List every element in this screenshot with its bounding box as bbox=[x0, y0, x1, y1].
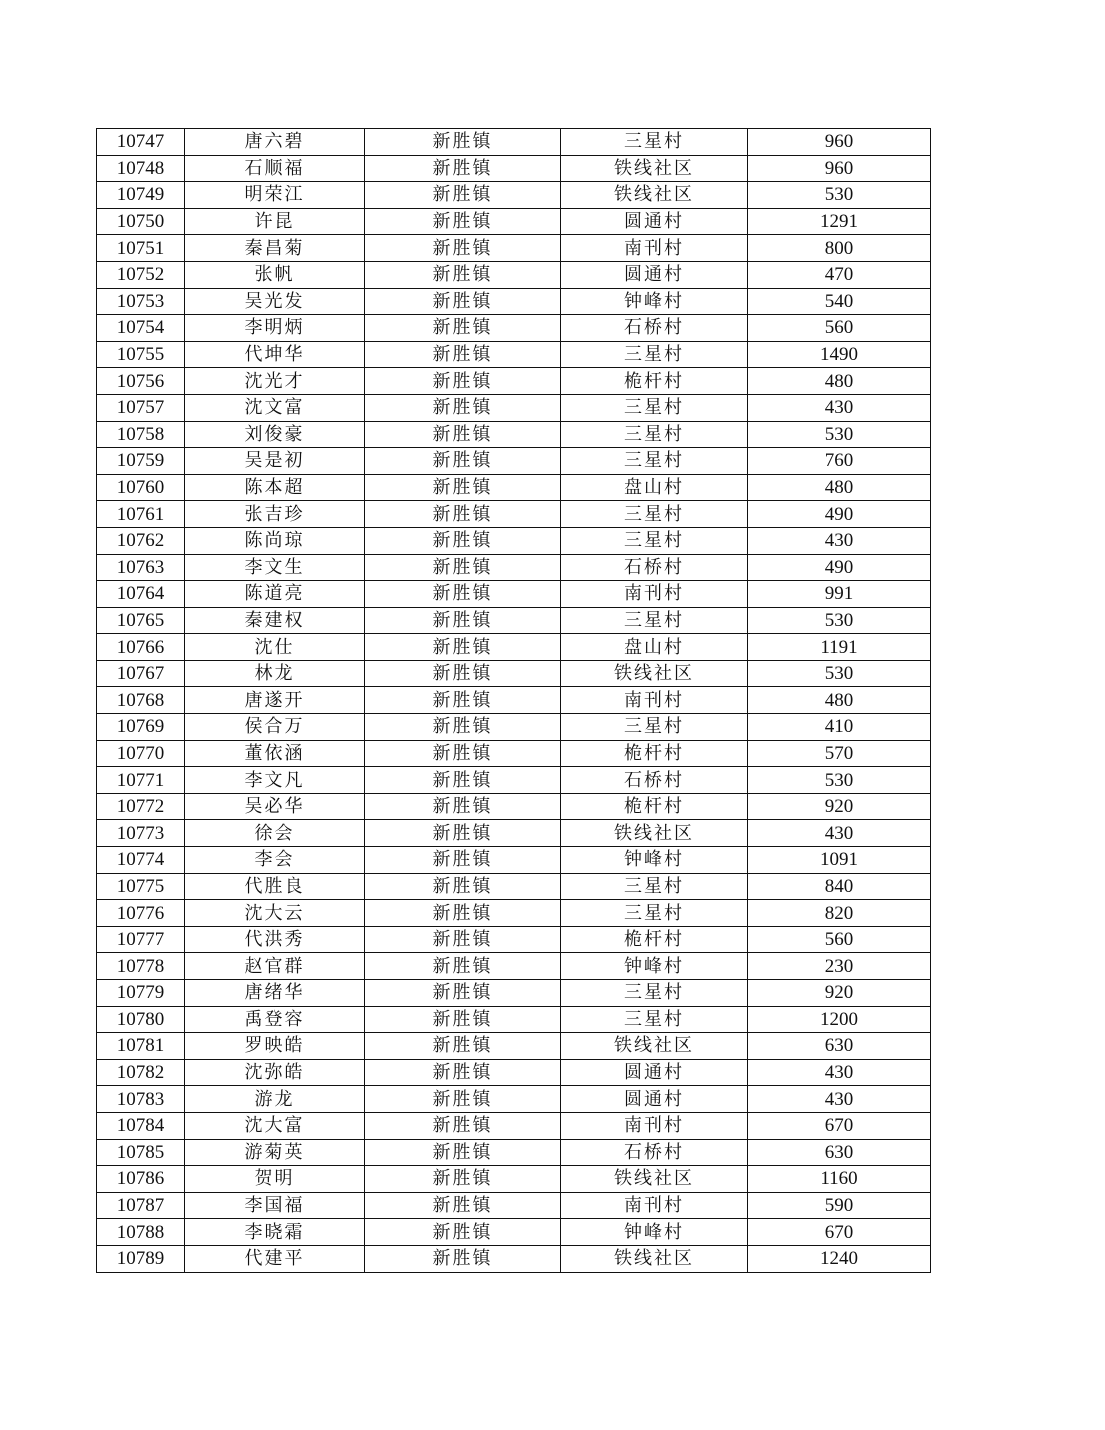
cell-id: 10780 bbox=[97, 1006, 185, 1033]
cell-town: 新胜镇 bbox=[365, 714, 561, 741]
cell-name: 侯合万 bbox=[185, 714, 365, 741]
cell-amount: 560 bbox=[748, 926, 931, 953]
table-row bbox=[97, 714, 931, 741]
cell-town: 新胜镇 bbox=[365, 793, 561, 820]
cell-village: 三星村 bbox=[561, 421, 748, 448]
table-row bbox=[97, 793, 931, 820]
cell-village: 南刊村 bbox=[561, 687, 748, 714]
table-row bbox=[97, 634, 931, 661]
cell-amount: 410 bbox=[748, 714, 931, 741]
cell-village: 铁线社区 bbox=[561, 1033, 748, 1060]
cell-village: 铁线社区 bbox=[561, 820, 748, 847]
cell-village: 圆通村 bbox=[561, 208, 748, 235]
cell-name: 林龙 bbox=[185, 660, 365, 687]
cell-name: 罗映皓 bbox=[185, 1033, 365, 1060]
cell-village: 桅杆村 bbox=[561, 793, 748, 820]
cell-name: 代坤华 bbox=[185, 341, 365, 368]
cell-id: 10788 bbox=[97, 1219, 185, 1246]
cell-name: 张帆 bbox=[185, 261, 365, 288]
cell-village: 三星村 bbox=[561, 607, 748, 634]
table-row bbox=[97, 873, 931, 900]
cell-id: 10778 bbox=[97, 953, 185, 980]
cell-village: 铁线社区 bbox=[561, 660, 748, 687]
table-row bbox=[97, 1059, 931, 1086]
cell-village: 铁线社区 bbox=[561, 1166, 748, 1193]
cell-village: 三星村 bbox=[561, 714, 748, 741]
table-row bbox=[97, 394, 931, 421]
cell-amount: 1291 bbox=[748, 208, 931, 235]
table-row bbox=[97, 687, 931, 714]
cell-amount: 430 bbox=[748, 394, 931, 421]
table-row bbox=[97, 1192, 931, 1219]
table-row bbox=[97, 980, 931, 1007]
cell-name: 吴是初 bbox=[185, 448, 365, 475]
cell-amount: 670 bbox=[748, 1219, 931, 1246]
cell-id: 10782 bbox=[97, 1059, 185, 1086]
cell-name: 张吉珍 bbox=[185, 501, 365, 528]
table-row bbox=[97, 1112, 931, 1139]
cell-village: 桅杆村 bbox=[561, 368, 748, 395]
cell-town: 新胜镇 bbox=[365, 554, 561, 581]
cell-town: 新胜镇 bbox=[365, 873, 561, 900]
cell-name: 徐会 bbox=[185, 820, 365, 847]
table-row bbox=[97, 581, 931, 608]
cell-town: 新胜镇 bbox=[365, 926, 561, 953]
cell-id: 10768 bbox=[97, 687, 185, 714]
cell-town: 新胜镇 bbox=[365, 1192, 561, 1219]
cell-id: 10776 bbox=[97, 900, 185, 927]
cell-town: 新胜镇 bbox=[365, 607, 561, 634]
cell-name: 石顺福 bbox=[185, 155, 365, 182]
table-row bbox=[97, 527, 931, 554]
cell-amount: 1200 bbox=[748, 1006, 931, 1033]
table-row bbox=[97, 182, 931, 209]
cell-village: 三星村 bbox=[561, 394, 748, 421]
cell-amount: 480 bbox=[748, 687, 931, 714]
cell-town: 新胜镇 bbox=[365, 394, 561, 421]
cell-amount: 530 bbox=[748, 421, 931, 448]
cell-name: 沈仕 bbox=[185, 634, 365, 661]
table-row bbox=[97, 448, 931, 475]
cell-id: 10767 bbox=[97, 660, 185, 687]
cell-name: 许昆 bbox=[185, 208, 365, 235]
cell-name: 刘俊豪 bbox=[185, 421, 365, 448]
cell-id: 10754 bbox=[97, 315, 185, 342]
cell-id: 10789 bbox=[97, 1245, 185, 1272]
cell-id: 10749 bbox=[97, 182, 185, 209]
table-row bbox=[97, 740, 931, 767]
cell-id: 10787 bbox=[97, 1192, 185, 1219]
cell-amount: 670 bbox=[748, 1112, 931, 1139]
cell-amount: 570 bbox=[748, 740, 931, 767]
cell-village: 三星村 bbox=[561, 1006, 748, 1033]
cell-town: 新胜镇 bbox=[365, 474, 561, 501]
cell-town: 新胜镇 bbox=[365, 1166, 561, 1193]
cell-village: 三星村 bbox=[561, 129, 748, 156]
cell-id: 10759 bbox=[97, 448, 185, 475]
table-row bbox=[97, 501, 931, 528]
table-row bbox=[97, 607, 931, 634]
cell-village: 盘山村 bbox=[561, 634, 748, 661]
table-row bbox=[97, 235, 931, 262]
cell-town: 新胜镇 bbox=[365, 660, 561, 687]
cell-village: 钟峰村 bbox=[561, 953, 748, 980]
cell-id: 10775 bbox=[97, 873, 185, 900]
cell-id: 10761 bbox=[97, 501, 185, 528]
cell-id: 10756 bbox=[97, 368, 185, 395]
cell-town: 新胜镇 bbox=[365, 1033, 561, 1060]
cell-name: 沈大云 bbox=[185, 900, 365, 927]
cell-village: 钟峰村 bbox=[561, 288, 748, 315]
cell-amount: 480 bbox=[748, 368, 931, 395]
table-row bbox=[97, 155, 931, 182]
cell-id: 10748 bbox=[97, 155, 185, 182]
cell-id: 10773 bbox=[97, 820, 185, 847]
cell-town: 新胜镇 bbox=[365, 1219, 561, 1246]
cell-name: 沈弥皓 bbox=[185, 1059, 365, 1086]
cell-amount: 1191 bbox=[748, 634, 931, 661]
cell-id: 10751 bbox=[97, 235, 185, 262]
cell-town: 新胜镇 bbox=[365, 155, 561, 182]
cell-amount: 430 bbox=[748, 820, 931, 847]
cell-town: 新胜镇 bbox=[365, 847, 561, 874]
cell-name: 吴光发 bbox=[185, 288, 365, 315]
cell-town: 新胜镇 bbox=[365, 261, 561, 288]
cell-id: 10766 bbox=[97, 634, 185, 661]
cell-name: 秦昌菊 bbox=[185, 235, 365, 262]
cell-amount: 530 bbox=[748, 182, 931, 209]
cell-id: 10755 bbox=[97, 341, 185, 368]
cell-name: 沈大富 bbox=[185, 1112, 365, 1139]
table-row bbox=[97, 767, 931, 794]
cell-amount: 1490 bbox=[748, 341, 931, 368]
cell-name: 吴必华 bbox=[185, 793, 365, 820]
cell-village: 钟峰村 bbox=[561, 847, 748, 874]
cell-town: 新胜镇 bbox=[365, 235, 561, 262]
cell-amount: 630 bbox=[748, 1033, 931, 1060]
cell-name: 游龙 bbox=[185, 1086, 365, 1113]
cell-id: 10781 bbox=[97, 1033, 185, 1060]
cell-amount: 480 bbox=[748, 474, 931, 501]
cell-amount: 920 bbox=[748, 980, 931, 1007]
cell-amount: 760 bbox=[748, 448, 931, 475]
cell-name: 陈尚琼 bbox=[185, 527, 365, 554]
cell-village: 铁线社区 bbox=[561, 155, 748, 182]
cell-town: 新胜镇 bbox=[365, 368, 561, 395]
cell-amount: 800 bbox=[748, 235, 931, 262]
cell-id: 10771 bbox=[97, 767, 185, 794]
cell-amount: 430 bbox=[748, 1086, 931, 1113]
table-row bbox=[97, 1086, 931, 1113]
cell-name: 陈道亮 bbox=[185, 581, 365, 608]
cell-name: 李文生 bbox=[185, 554, 365, 581]
cell-town: 新胜镇 bbox=[365, 820, 561, 847]
cell-id: 10772 bbox=[97, 793, 185, 820]
cell-town: 新胜镇 bbox=[365, 953, 561, 980]
roster-table bbox=[96, 128, 931, 1273]
cell-id: 10786 bbox=[97, 1166, 185, 1193]
cell-town: 新胜镇 bbox=[365, 740, 561, 767]
cell-id: 10758 bbox=[97, 421, 185, 448]
cell-amount: 560 bbox=[748, 315, 931, 342]
cell-id: 10764 bbox=[97, 581, 185, 608]
cell-id: 10762 bbox=[97, 527, 185, 554]
cell-town: 新胜镇 bbox=[365, 1139, 561, 1166]
cell-id: 10750 bbox=[97, 208, 185, 235]
cell-amount: 630 bbox=[748, 1139, 931, 1166]
cell-name: 李明炳 bbox=[185, 315, 365, 342]
cell-name: 唐绪华 bbox=[185, 980, 365, 1007]
cell-id: 10763 bbox=[97, 554, 185, 581]
cell-village: 三星村 bbox=[561, 873, 748, 900]
cell-amount: 530 bbox=[748, 607, 931, 634]
cell-village: 圆通村 bbox=[561, 1059, 748, 1086]
table-row bbox=[97, 953, 931, 980]
cell-village: 三星村 bbox=[561, 341, 748, 368]
table-row bbox=[97, 1033, 931, 1060]
cell-name: 沈光才 bbox=[185, 368, 365, 395]
cell-name: 唐遂开 bbox=[185, 687, 365, 714]
cell-town: 新胜镇 bbox=[365, 1086, 561, 1113]
cell-town: 新胜镇 bbox=[365, 980, 561, 1007]
cell-id: 10770 bbox=[97, 740, 185, 767]
cell-amount: 960 bbox=[748, 155, 931, 182]
cell-village: 南刊村 bbox=[561, 235, 748, 262]
cell-amount: 1240 bbox=[748, 1245, 931, 1272]
table-row bbox=[97, 421, 931, 448]
cell-id: 10785 bbox=[97, 1139, 185, 1166]
cell-town: 新胜镇 bbox=[365, 1245, 561, 1272]
cell-amount: 1091 bbox=[748, 847, 931, 874]
cell-amount: 920 bbox=[748, 793, 931, 820]
cell-id: 10760 bbox=[97, 474, 185, 501]
cell-name: 唐六碧 bbox=[185, 129, 365, 156]
cell-name: 代建平 bbox=[185, 1245, 365, 1272]
roster-table-body bbox=[97, 129, 931, 1273]
cell-village: 钟峰村 bbox=[561, 1219, 748, 1246]
cell-id: 10784 bbox=[97, 1112, 185, 1139]
cell-village: 铁线社区 bbox=[561, 1245, 748, 1272]
cell-town: 新胜镇 bbox=[365, 288, 561, 315]
cell-amount: 540 bbox=[748, 288, 931, 315]
cell-name: 游菊英 bbox=[185, 1139, 365, 1166]
cell-village: 南刊村 bbox=[561, 581, 748, 608]
cell-village: 石桥村 bbox=[561, 1139, 748, 1166]
cell-id: 10777 bbox=[97, 926, 185, 953]
cell-id: 10757 bbox=[97, 394, 185, 421]
table-row bbox=[97, 368, 931, 395]
table-row bbox=[97, 315, 931, 342]
cell-town: 新胜镇 bbox=[365, 1059, 561, 1086]
cell-village: 盘山村 bbox=[561, 474, 748, 501]
cell-id: 10752 bbox=[97, 261, 185, 288]
cell-town: 新胜镇 bbox=[365, 315, 561, 342]
cell-town: 新胜镇 bbox=[365, 900, 561, 927]
table-row bbox=[97, 1219, 931, 1246]
table-row bbox=[97, 1006, 931, 1033]
cell-town: 新胜镇 bbox=[365, 581, 561, 608]
cell-town: 新胜镇 bbox=[365, 129, 561, 156]
cell-name: 董依涵 bbox=[185, 740, 365, 767]
table-row bbox=[97, 1245, 931, 1272]
cell-town: 新胜镇 bbox=[365, 1112, 561, 1139]
cell-town: 新胜镇 bbox=[365, 448, 561, 475]
cell-village: 三星村 bbox=[561, 527, 748, 554]
cell-amount: 1160 bbox=[748, 1166, 931, 1193]
cell-village: 三星村 bbox=[561, 501, 748, 528]
cell-village: 石桥村 bbox=[561, 554, 748, 581]
table-row bbox=[97, 341, 931, 368]
cell-town: 新胜镇 bbox=[365, 501, 561, 528]
table-row bbox=[97, 1166, 931, 1193]
cell-name: 代洪秀 bbox=[185, 926, 365, 953]
cell-village: 三星村 bbox=[561, 448, 748, 475]
cell-village: 石桥村 bbox=[561, 315, 748, 342]
table-row bbox=[97, 660, 931, 687]
cell-id: 10753 bbox=[97, 288, 185, 315]
cell-village: 圆通村 bbox=[561, 261, 748, 288]
cell-amount: 230 bbox=[748, 953, 931, 980]
cell-town: 新胜镇 bbox=[365, 341, 561, 368]
cell-village: 南刊村 bbox=[561, 1192, 748, 1219]
cell-name: 李会 bbox=[185, 847, 365, 874]
cell-town: 新胜镇 bbox=[365, 182, 561, 209]
cell-village: 三星村 bbox=[561, 900, 748, 927]
cell-village: 南刊村 bbox=[561, 1112, 748, 1139]
cell-id: 10783 bbox=[97, 1086, 185, 1113]
table-row bbox=[97, 1139, 931, 1166]
cell-village: 桅杆村 bbox=[561, 926, 748, 953]
table-row bbox=[97, 820, 931, 847]
cell-name: 代胜良 bbox=[185, 873, 365, 900]
cell-town: 新胜镇 bbox=[365, 208, 561, 235]
cell-amount: 590 bbox=[748, 1192, 931, 1219]
cell-amount: 430 bbox=[748, 1059, 931, 1086]
cell-name: 秦建权 bbox=[185, 607, 365, 634]
cell-town: 新胜镇 bbox=[365, 767, 561, 794]
cell-id: 10765 bbox=[97, 607, 185, 634]
cell-village: 石桥村 bbox=[561, 767, 748, 794]
cell-town: 新胜镇 bbox=[365, 527, 561, 554]
cell-amount: 960 bbox=[748, 129, 931, 156]
cell-village: 铁线社区 bbox=[561, 182, 748, 209]
cell-amount: 991 bbox=[748, 581, 931, 608]
cell-town: 新胜镇 bbox=[365, 687, 561, 714]
cell-amount: 470 bbox=[748, 261, 931, 288]
cell-id: 10779 bbox=[97, 980, 185, 1007]
cell-name: 沈文富 bbox=[185, 394, 365, 421]
cell-village: 桅杆村 bbox=[561, 740, 748, 767]
cell-amount: 820 bbox=[748, 900, 931, 927]
table-row bbox=[97, 208, 931, 235]
table-row bbox=[97, 926, 931, 953]
cell-name: 李晓霜 bbox=[185, 1219, 365, 1246]
table-row bbox=[97, 847, 931, 874]
cell-amount: 530 bbox=[748, 767, 931, 794]
cell-amount: 490 bbox=[748, 554, 931, 581]
cell-town: 新胜镇 bbox=[365, 421, 561, 448]
cell-amount: 840 bbox=[748, 873, 931, 900]
cell-id: 10747 bbox=[97, 129, 185, 156]
cell-town: 新胜镇 bbox=[365, 1006, 561, 1033]
cell-village: 圆通村 bbox=[561, 1086, 748, 1113]
cell-name: 禹登容 bbox=[185, 1006, 365, 1033]
cell-id: 10774 bbox=[97, 847, 185, 874]
cell-amount: 490 bbox=[748, 501, 931, 528]
table-row bbox=[97, 261, 931, 288]
table-row bbox=[97, 900, 931, 927]
cell-name: 贺明 bbox=[185, 1166, 365, 1193]
table-row bbox=[97, 474, 931, 501]
table-row bbox=[97, 288, 931, 315]
cell-name: 明荣江 bbox=[185, 182, 365, 209]
cell-village: 三星村 bbox=[561, 980, 748, 1007]
cell-amount: 430 bbox=[748, 527, 931, 554]
table-row bbox=[97, 554, 931, 581]
cell-name: 陈本超 bbox=[185, 474, 365, 501]
cell-name: 李文凡 bbox=[185, 767, 365, 794]
cell-town: 新胜镇 bbox=[365, 634, 561, 661]
cell-id: 10769 bbox=[97, 714, 185, 741]
table-row bbox=[97, 129, 931, 156]
cell-name: 赵官群 bbox=[185, 953, 365, 980]
cell-amount: 530 bbox=[748, 660, 931, 687]
cell-name: 李国福 bbox=[185, 1192, 365, 1219]
